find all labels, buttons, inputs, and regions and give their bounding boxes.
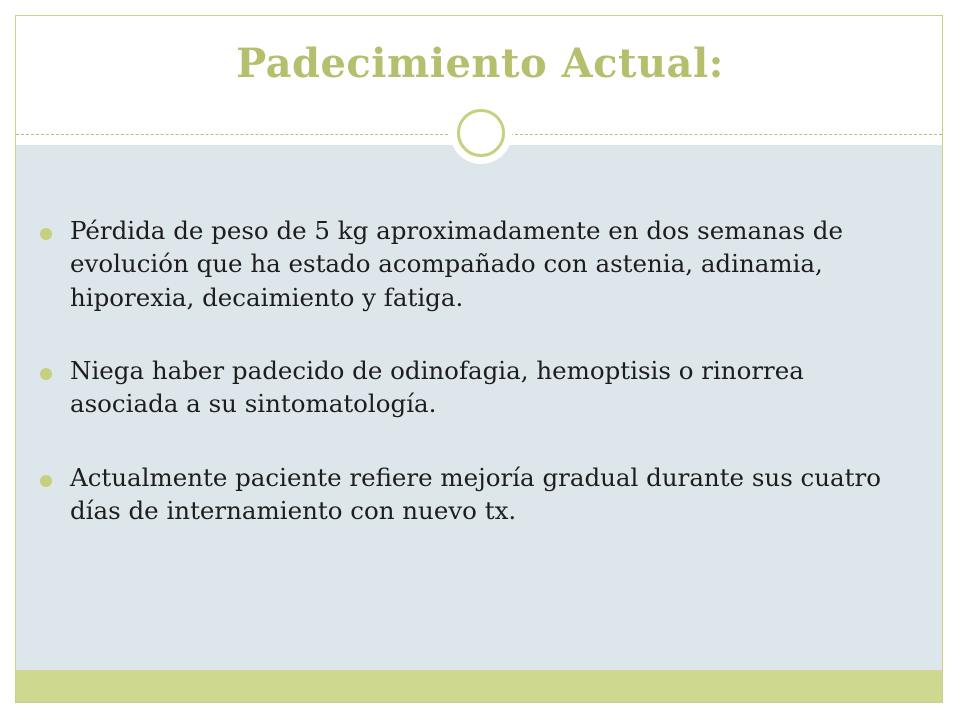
list-item [40, 354, 900, 421]
circle-ornament-icon [450, 102, 512, 164]
bullet-text: Niega haber padecido de odinofagia, hemoptisis o rinorrea asociada a su sintomatología. [70, 355, 804, 419]
list-item [40, 214, 900, 314]
bullet-list [40, 214, 900, 567]
ring-icon [457, 109, 505, 157]
slide-title: Padecimiento Actual: [236, 40, 724, 87]
bullet-text: Actualmente paciente refiere mejoría gradual durante sus cuatro días de internamiento con nuevo tx. [70, 462, 881, 525]
bullet-text: Pérdida de peso de 5 kg aproximadamente en dos semanas de evolución que ha estado acompañado con astenia, adinamia, hiporexia, decaimiento y fatiga. [70, 216, 843, 312]
bullet-dot-icon [40, 368, 52, 380]
list-item [40, 461, 900, 528]
bullet-dot-icon [40, 475, 52, 487]
bullet-dot-icon [40, 228, 52, 240]
footer-bar [16, 670, 942, 702]
